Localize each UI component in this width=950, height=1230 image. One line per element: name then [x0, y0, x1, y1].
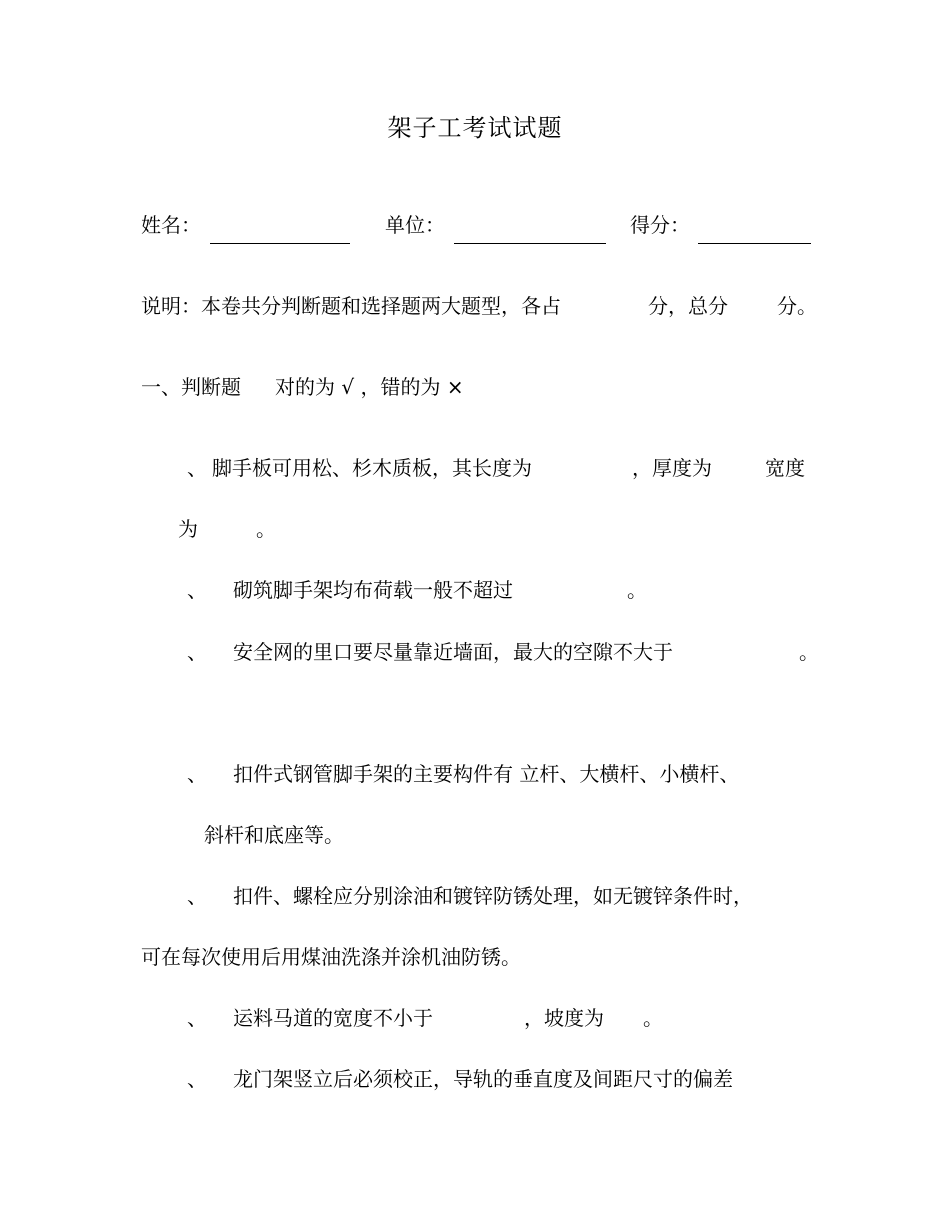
name-field[interactable]	[210, 243, 350, 244]
question-text: ，坡度为	[524, 1006, 604, 1030]
question-text: 砌筑脚手架均布荷载一般不超过	[233, 578, 513, 602]
question-text: 扣件式钢管脚手架的主要构件有 立杆、大横杆、小横杆、	[233, 762, 740, 786]
question-number: 、	[187, 884, 207, 908]
instructions-part1: 说明：本卷共分判断题和选择题两大题型，各占	[141, 294, 561, 318]
section-heading: 一、判断题	[141, 375, 241, 399]
unit-label: 单位：	[385, 213, 445, 237]
score-field[interactable]	[698, 243, 811, 244]
question-number: 、	[187, 762, 207, 786]
question-text: 龙门架竖立后必须校正，导轨的垂直度及间距尺寸的偏差	[233, 1067, 733, 1091]
question-text: ，厚度为	[632, 456, 712, 480]
page-title: 架子工考试试题	[387, 114, 563, 142]
question-number: 、	[187, 1067, 207, 1091]
question-continuation: 为	[178, 517, 198, 541]
question-text: 扣件、螺栓应分别涂油和镀锌防锈处理，如无镀锌条件时，	[233, 884, 753, 908]
unit-field[interactable]	[454, 243, 606, 244]
name-label: 姓名：	[141, 213, 201, 237]
question-continuation: 斜杆和底座等。	[204, 823, 344, 847]
question-continuation: 可在每次使用后用煤油洗涤并涂机油防锈。	[141, 945, 521, 969]
question-continuation: 。	[256, 517, 276, 541]
question-end: 。	[799, 640, 819, 664]
question-number: 、	[187, 1006, 207, 1030]
question-number: 、	[187, 578, 207, 602]
score-label: 得分：	[630, 213, 690, 237]
question-number: 、	[187, 640, 207, 664]
question-end: 。	[643, 1006, 663, 1030]
instructions-part2: 分，总分	[648, 294, 728, 318]
question-text: 运料马道的宽度不小于	[233, 1006, 433, 1030]
question-end: 。	[627, 578, 647, 602]
question-text: 安全网的里口要尽量靠近墙面，最大的空隙不大于	[233, 640, 673, 664]
question-text: 脚手板可用松、杉木质板，其长度为	[212, 456, 532, 480]
section-hint: 对的为 √ ，错的为 ×	[275, 375, 464, 399]
question-text: 宽度	[765, 456, 805, 480]
question-number: 、	[187, 456, 207, 480]
instructions-part3: 分。	[777, 294, 817, 318]
